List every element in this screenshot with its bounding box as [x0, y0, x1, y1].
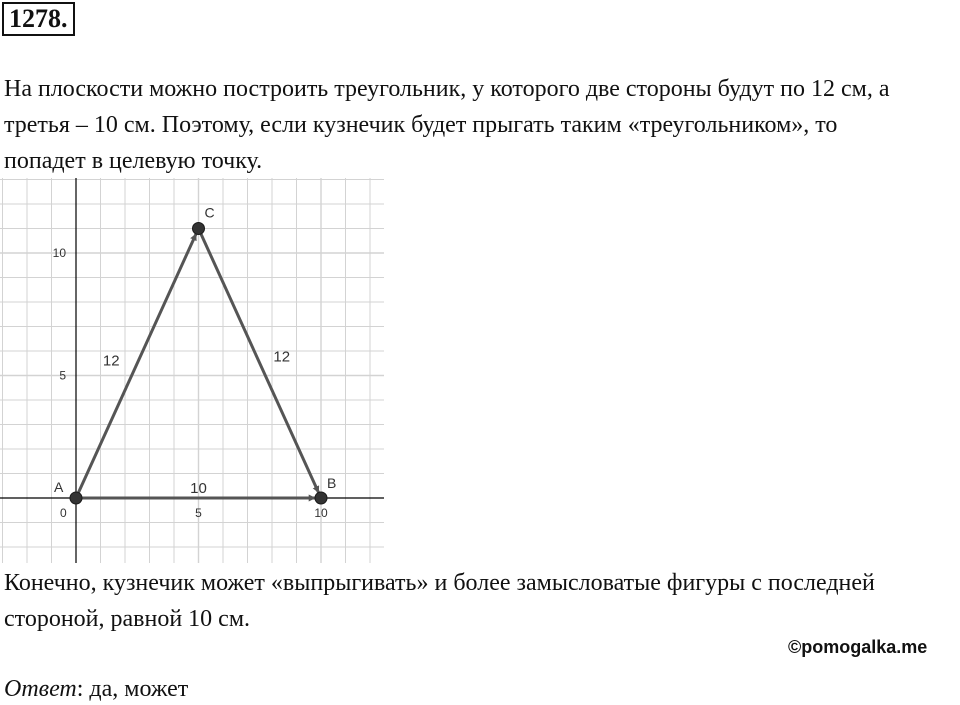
vertex-label-c: C [204, 204, 215, 221]
answer [4, 673, 188, 705]
segment-length-label: 12 [102, 352, 120, 370]
intro-paragraph [4, 71, 960, 179]
vertex-c [193, 223, 205, 235]
vertex-b [315, 492, 327, 504]
triangle-figure [0, 178, 384, 563]
x-tick-label: 10 [314, 506, 328, 520]
y-tick-label: 5 [59, 368, 66, 383]
vertex-label-b: B [327, 475, 337, 491]
answer-text: да, может [89, 676, 189, 702]
segment-cb [199, 229, 319, 493]
vertex-a [70, 492, 82, 504]
outro-line: стороной, равной 10 см. [4, 606, 251, 632]
intro-line: попадет в целевую точку. [4, 148, 263, 174]
segment-ac [76, 234, 196, 498]
y-tick-label: 10 [52, 246, 66, 260]
problem-number: 1278. [2, 2, 75, 36]
answer-label: Ответ [4, 676, 77, 702]
outro-line: Конечно, кузнечик может «выпрыгивать» и более замысловатые фигуры с последней [4, 570, 875, 596]
figure-labels [53, 205, 337, 521]
x-tick-label: 5 [195, 506, 202, 520]
intro-line: На плоскости можно построить треугольник, у которого две стороны будут по 12 см, а [4, 76, 890, 102]
outro-paragraph [4, 565, 954, 637]
x-tick-label: 0 [60, 506, 67, 520]
segment-length-label: 12 [273, 348, 291, 366]
vertex-label-a: A [54, 479, 64, 495]
intro-line: третья – 10 см. Поэтому, если кузнечик будет прыгать таким «треугольником», то [4, 112, 838, 138]
answer-separator: : [76, 676, 90, 702]
segment-length-label: 10 [190, 480, 207, 497]
site-watermark: ©pomogalka.me [788, 637, 928, 657]
